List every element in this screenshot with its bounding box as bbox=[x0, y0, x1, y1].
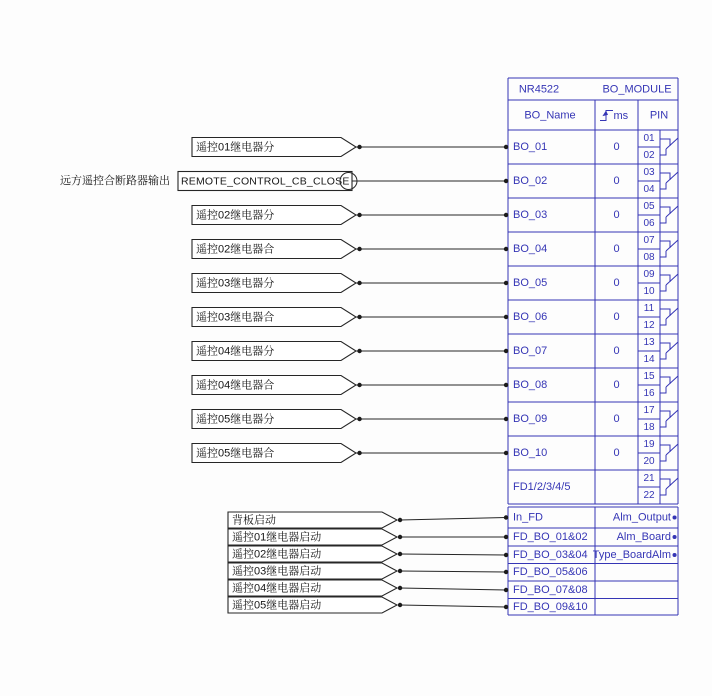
bo-name-cell[interactable]: BO_09 bbox=[513, 413, 548, 425]
bo-name-cell[interactable]: BO_07 bbox=[513, 345, 548, 357]
signal-tag[interactable] bbox=[228, 546, 397, 562]
pin-number: 19 bbox=[643, 439, 655, 450]
pin-number: 16 bbox=[643, 388, 655, 399]
bo-name-cell[interactable]: BO_05 bbox=[513, 277, 548, 289]
tag-label: 遥控03继电器合 bbox=[196, 311, 275, 324]
pin-number: 02 bbox=[643, 150, 655, 161]
tag-label: 遥控05继电器合 bbox=[196, 447, 275, 460]
ms-delay-cell[interactable]: 0 bbox=[613, 447, 620, 459]
tag-label: 遥控04继电器分 bbox=[196, 345, 275, 358]
module-model: NR4522 bbox=[518, 83, 560, 96]
ms-delay-cell[interactable]: 0 bbox=[613, 209, 620, 221]
alarm-output-cell[interactable]: Alm_Output bbox=[612, 511, 671, 524]
ms-delay-cell[interactable]: 0 bbox=[613, 277, 620, 289]
module-title: BO_MODULE bbox=[602, 83, 672, 96]
signal-tag[interactable] bbox=[192, 376, 356, 395]
bo-name-cell[interactable]: BO_04 bbox=[513, 243, 548, 255]
pin-number: 11 bbox=[643, 303, 655, 314]
fd-input-cell[interactable]: FD_BO_03&04 bbox=[513, 549, 588, 561]
bo-name-cell[interactable]: BO_02 bbox=[513, 175, 548, 187]
signal-tag[interactable] bbox=[228, 563, 397, 579]
pin-number: 22 bbox=[643, 490, 655, 501]
tag-label: 遥控05继电器启动 bbox=[232, 599, 322, 612]
bo-name-cell[interactable]: BO_06 bbox=[513, 311, 548, 323]
pin-number: 05 bbox=[643, 201, 655, 212]
pin-number: 17 bbox=[643, 405, 655, 416]
signal-tag[interactable] bbox=[192, 240, 356, 259]
pin-number: 07 bbox=[643, 235, 655, 246]
bo-name-cell[interactable]: BO_03 bbox=[513, 209, 548, 221]
signal-tag[interactable] bbox=[228, 529, 397, 545]
column-header-pin: PIN bbox=[649, 109, 669, 122]
pin-number: 13 bbox=[643, 337, 655, 348]
signal-tag[interactable] bbox=[228, 580, 397, 596]
pin-number: 04 bbox=[643, 184, 655, 195]
signal-tag[interactable] bbox=[228, 512, 397, 528]
bo-name-cell[interactable]: BO_01 bbox=[513, 141, 548, 153]
pin-number: 10 bbox=[643, 286, 655, 297]
ms-delay-cell[interactable]: 0 bbox=[613, 141, 620, 153]
alarm-output-cell[interactable]: Alm_Board bbox=[616, 531, 671, 543]
bo-name-cell[interactable]: BO_08 bbox=[513, 379, 548, 391]
signal-tag[interactable] bbox=[192, 444, 356, 463]
signal-tag[interactable] bbox=[192, 308, 356, 327]
ms-delay-cell[interactable]: 0 bbox=[613, 311, 620, 323]
tag-label: 遥控04继电器启动 bbox=[232, 582, 322, 595]
signal-tag[interactable] bbox=[192, 206, 356, 225]
column-header-ms: ms bbox=[613, 110, 629, 122]
fd-input-cell[interactable]: FD_BO_05&06 bbox=[513, 566, 588, 578]
tag-label: 遥控02继电器合 bbox=[196, 243, 275, 256]
fd-input-cell[interactable]: In_FD bbox=[513, 511, 543, 524]
pin-number: 09 bbox=[643, 269, 655, 280]
signal-tag[interactable] bbox=[228, 597, 397, 613]
signal-tag-remote-control[interactable] bbox=[178, 172, 357, 191]
pin-number: 20 bbox=[643, 456, 655, 467]
tag-label: 遥控04继电器合 bbox=[196, 379, 275, 392]
fd-input-cell[interactable]: FD_BO_01&02 bbox=[513, 531, 588, 543]
pin-number: 01 bbox=[643, 133, 655, 144]
signal-tag[interactable] bbox=[192, 342, 356, 361]
tag-label: 遥控02继电器启动 bbox=[232, 548, 322, 561]
pin-number: 14 bbox=[643, 354, 655, 365]
pin-number: 06 bbox=[643, 218, 655, 229]
fd-input-cell[interactable]: FD_BO_09&10 bbox=[513, 601, 588, 613]
pin-number: 08 bbox=[643, 252, 655, 263]
tag-label: 遥控03继电器分 bbox=[196, 277, 275, 290]
pin-number: 18 bbox=[643, 422, 655, 433]
ms-delay-cell[interactable]: 0 bbox=[613, 243, 620, 255]
bo-name-cell[interactable]: BO_10 bbox=[513, 447, 548, 459]
tag-label: 遥控01继电器分 bbox=[196, 141, 275, 154]
signal-tag[interactable] bbox=[192, 410, 356, 429]
tag-label: 遥控03继电器启动 bbox=[232, 565, 322, 578]
signal-tag[interactable] bbox=[192, 138, 356, 157]
fd-input-cell[interactable]: FD_BO_07&08 bbox=[513, 584, 588, 596]
signal-tag[interactable] bbox=[192, 274, 356, 293]
rising-edge-icon bbox=[600, 111, 613, 121]
tag-label: 遥控05继电器分 bbox=[196, 413, 275, 426]
ms-delay-cell[interactable]: 0 bbox=[613, 413, 620, 425]
annotation-label: 远方遥控合断路器输出 bbox=[60, 175, 170, 187]
relay-contact-icons bbox=[660, 138, 678, 495]
pin-number: 03 bbox=[643, 167, 655, 178]
fd-group-cell[interactable]: FD1/2/3/4/5 bbox=[513, 481, 571, 493]
alarm-output-cell[interactable]: Type_BoardAlm bbox=[592, 549, 671, 561]
pin-number: 21 bbox=[643, 473, 655, 484]
tag-label: REMOTE_CONTROL_CB_CLOSE bbox=[181, 175, 350, 188]
tag-label: 遥控01继电器启动 bbox=[232, 531, 322, 544]
ms-delay-cell[interactable]: 0 bbox=[613, 175, 620, 187]
ms-delay-cell[interactable]: 0 bbox=[613, 379, 620, 391]
ms-delay-cell[interactable]: 0 bbox=[613, 345, 620, 357]
column-header-bo-name: BO_Name bbox=[524, 109, 576, 122]
tag-label: 遥控02继电器分 bbox=[196, 209, 275, 222]
pin-number: 12 bbox=[643, 320, 655, 331]
pin-number: 15 bbox=[643, 371, 655, 382]
tag-label: 背板启动 bbox=[232, 514, 276, 527]
